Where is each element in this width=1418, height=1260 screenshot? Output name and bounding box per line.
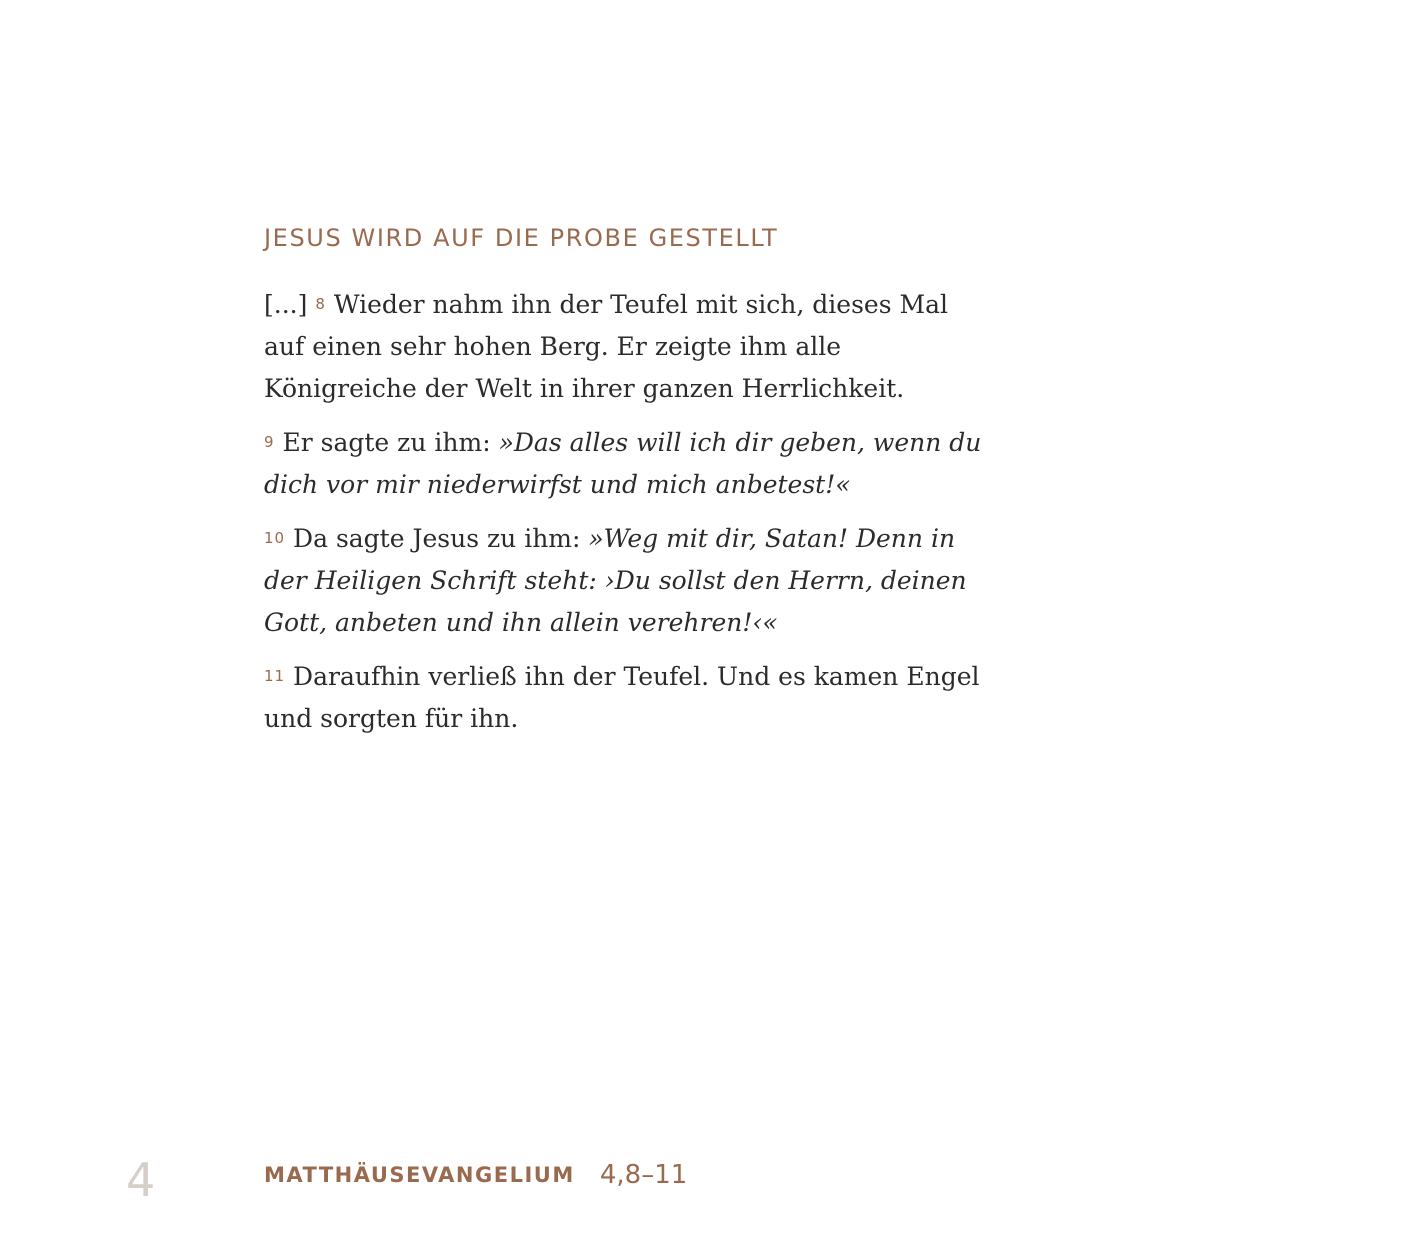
footer-reference <box>264 1160 687 1190</box>
verse-text: Er sagte zu ihm: <box>282 428 491 457</box>
section-heading: JESUS WIRD AUF DIE PROBE GESTELLT <box>264 224 779 252</box>
verse-text: Daraufhin verließ ihn der Teufel. Und es kamen Engel und sorgten für ihn. <box>264 662 980 733</box>
verse-number: 8 <box>315 295 326 313</box>
book-title: MATTHÄUSEVANGELIUM <box>264 1163 575 1187</box>
page-number: 4 <box>126 1153 156 1207</box>
verse-number: 10 <box>264 529 286 547</box>
verse-number: 11 <box>264 667 286 685</box>
direct-speech: »Weg mit dir, Satan! Denn in der Heiligen Schrift steht: ›Du sollst den Herrn, deinen Gott, anbeten und ihn allein verehren!‹« <box>264 524 967 637</box>
scripture-text <box>264 283 984 751</box>
omission-marker: [...] <box>264 290 308 319</box>
verse-text: Wieder nahm ihn der Teufel mit sich, dieses Mal auf einen sehr hohen Berg. Er zeigte ihm alle Königreiche der Welt in ihrer ganzen Herrlichkeit. <box>264 290 948 403</box>
paragraph-verse-8 <box>264 283 984 410</box>
chapter-verse-reference: 4,8–11 <box>599 1160 688 1190</box>
paragraph-verse-9 <box>264 421 984 506</box>
paragraph-verse-11 <box>264 655 984 740</box>
verse-number: 9 <box>264 433 275 451</box>
paragraph-verse-10 <box>264 517 984 644</box>
verse-text: Da sagte Jesus zu ihm: <box>293 524 581 553</box>
direct-speech: »Das alles will ich dir geben, wenn du dich vor mir niederwirfst und mich anbetest!« <box>264 428 982 499</box>
